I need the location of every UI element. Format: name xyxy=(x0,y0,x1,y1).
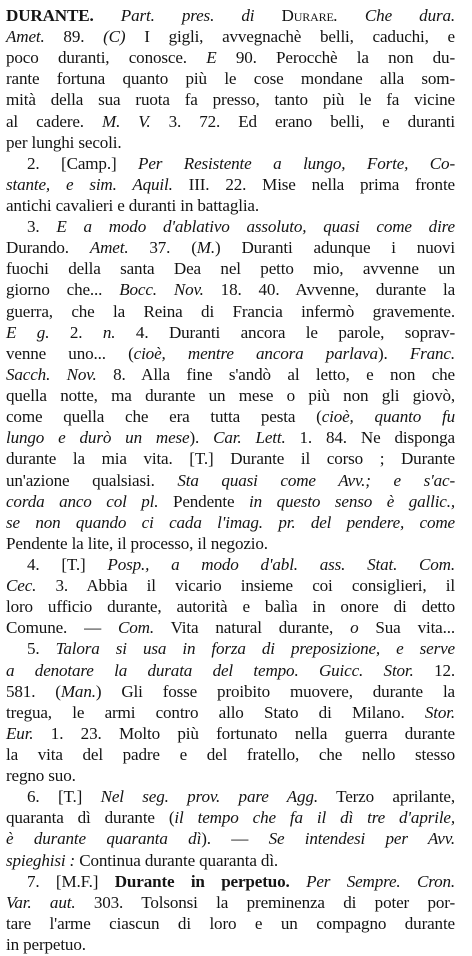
entry-line xyxy=(6,490,455,513)
entry-line xyxy=(6,46,455,69)
text: Sua vita... xyxy=(358,618,455,637)
text xyxy=(94,6,121,25)
entry-line xyxy=(6,173,455,196)
entry-line xyxy=(6,532,455,555)
text: Pendente la lite, il processo, il negozio. xyxy=(6,534,268,553)
text: 7. [M.F.] xyxy=(27,872,115,891)
italic-text: . Che dura. xyxy=(333,6,455,25)
italic-text: Sacch. Nov. xyxy=(6,365,97,384)
text: Terzo aprilante, xyxy=(317,787,455,806)
text: come quella che era tutta pesta ( xyxy=(6,407,322,426)
text xyxy=(290,872,306,891)
italic-text: Man. xyxy=(60,682,96,701)
entry-line xyxy=(6,363,455,386)
italic-text: n. xyxy=(102,323,116,342)
entry-line xyxy=(6,300,455,323)
italic-text: stante, e sim. Aquil. xyxy=(6,175,173,194)
text: ). xyxy=(377,344,410,363)
entry-line xyxy=(6,743,455,766)
text: quaranta dì durante ( xyxy=(6,808,175,827)
entry-line xyxy=(27,152,455,175)
entry-line xyxy=(6,912,455,935)
entry-line xyxy=(6,806,455,829)
text: loro ufficio durante, autorità e balìa in onore di detto xyxy=(6,597,455,616)
text: tregua, le armi contro allo Stato di Milano. xyxy=(6,703,425,722)
italic-text: M. xyxy=(196,238,215,257)
text: I gigli, avvegnachè belli, caduchi, e xyxy=(125,27,455,46)
italic-text: in questo senso è gallic., xyxy=(249,492,455,511)
text: 4. Duranti ancora le parole, soprav- xyxy=(115,323,455,342)
entry-line xyxy=(6,659,455,682)
italic-text: a denotare la durata del tempo. Guicc. Stor. xyxy=(6,661,414,680)
text: rante fortuna quanto più le cose mondane alla som- xyxy=(6,69,455,88)
text: regno suo. xyxy=(6,766,76,785)
text: 3. Abbia il vicario insieme coi consiglieri, il xyxy=(36,576,455,595)
bold-text: DURANTE. xyxy=(6,6,94,25)
entry-line xyxy=(6,447,455,470)
italic-text: il tempo che fa il dì tre d'aprile, xyxy=(174,808,455,827)
italic-text: o xyxy=(350,618,359,637)
entry-line xyxy=(6,88,455,111)
italic-text: spieghisi : xyxy=(6,851,76,870)
entry-line xyxy=(6,426,455,449)
text: ) Duranti adunque i nuovi xyxy=(214,238,455,257)
text: la vita del padre e del fratello, che nello stesso xyxy=(6,745,455,764)
text: poco duranti, conosce. xyxy=(6,48,207,67)
italic-text: cioè, quanto fu xyxy=(321,407,455,426)
italic-text: E g. xyxy=(6,323,50,342)
entry-line xyxy=(27,215,455,238)
italic-text: Se intendesi per Avv. xyxy=(268,829,455,848)
text: 5. xyxy=(27,639,56,658)
text: mità della sua ruota fa presso, tanto più le fa vicine xyxy=(6,90,455,109)
entry-line xyxy=(6,194,455,217)
text: 1. 23. Molto più fortunato nella guerra durante xyxy=(33,724,455,743)
italic-text: E xyxy=(206,48,217,67)
italic-text: corda anco col pl. xyxy=(6,492,159,511)
text: 2. [Camp.] xyxy=(27,154,139,173)
entry-line xyxy=(6,616,455,639)
entry-line xyxy=(6,236,455,259)
italic-text: lungo e durò un mese xyxy=(6,428,190,447)
italic-text: M. V. xyxy=(102,112,151,131)
entry-line xyxy=(6,25,455,48)
italic-text: Posp., a modo d'abl. ass. Stat. Com. xyxy=(107,555,455,574)
text: 37. ( xyxy=(128,238,197,257)
text: durante la mia vita. [T.] Durante il corso ; Durante xyxy=(6,449,455,468)
text: 4. [T.] xyxy=(27,555,108,574)
text: ). xyxy=(189,428,214,447)
entry-line xyxy=(6,595,455,618)
text: antichi cavalieri e duranti in battaglia. xyxy=(6,196,259,215)
text: Vita natural durante, xyxy=(153,618,351,637)
italic-text: Com. xyxy=(118,618,154,637)
entry-line xyxy=(6,891,455,914)
text: tare l'arme ciascun di loro e un compagno durante xyxy=(6,914,455,933)
text: venne uno... ( xyxy=(6,344,134,363)
text: 8. Alla fine s'andò al letto, e non che xyxy=(96,365,455,384)
text: un'azione qualsiasi. xyxy=(6,471,178,490)
italic-text: Cec. xyxy=(6,576,37,595)
italic-text: Nel seg. prov. pare Agg. xyxy=(100,787,318,806)
text: Continua durante quaranta dì. xyxy=(75,851,279,870)
italic-text: Amet. xyxy=(89,238,129,257)
entry-line xyxy=(6,257,455,280)
italic-text: Bocc. Nov. xyxy=(119,280,204,299)
italic-text: Part. pres. di xyxy=(120,6,282,25)
entry-line xyxy=(6,701,455,724)
entry-line xyxy=(6,110,455,133)
entry-line xyxy=(6,321,455,344)
entry-line xyxy=(6,4,455,27)
text: ). — xyxy=(201,829,269,848)
entry-line xyxy=(6,849,455,872)
text: 1. 84. Ne disponga xyxy=(285,428,455,447)
italic-text: Franc. xyxy=(409,344,455,363)
entry-line xyxy=(6,574,455,597)
text: 18. 40. Avvenne, durante la xyxy=(203,280,456,299)
text: 89. xyxy=(44,27,104,46)
entry-line xyxy=(27,785,455,808)
entry-line xyxy=(6,131,455,154)
italic-text: cioè, mentre ancora parlava xyxy=(133,344,378,363)
text: quella notte, ma durante un mese o più non gli giovò, xyxy=(6,386,455,405)
italic-text: Per Resistente a lungo, Forte, Co- xyxy=(138,154,455,173)
entry-line xyxy=(6,342,455,365)
italic-text: E a modo d'ablativo assoluto, quasi come dire xyxy=(56,217,455,236)
text: in perpetuo. xyxy=(6,935,86,954)
entry-line xyxy=(6,384,455,407)
text: al cadere. xyxy=(6,112,103,131)
entry-line xyxy=(6,67,455,90)
text: 3. 72. Ed erano belli, e duranti xyxy=(150,112,455,131)
text: giorno che... xyxy=(6,280,120,299)
text: Pendente xyxy=(158,492,250,511)
entry-line xyxy=(27,553,455,576)
text: fuochi della santa Dea nel petto mio, avvenne un xyxy=(6,259,455,278)
text: 303. Tolsonsi la preminenza di poter por- xyxy=(75,893,455,912)
smallcaps-text: Durare xyxy=(281,6,334,25)
text: Durando. xyxy=(6,238,90,257)
italic-text: Talora si usa in forza di preposizione, e serve xyxy=(55,639,455,658)
text: guerra, che la Reina di Francia infermò gravemente. xyxy=(6,302,455,321)
text: III. 22. Mise nella prima fronte xyxy=(172,175,455,194)
italic-text: Sta quasi come Avv.; e s'ac- xyxy=(177,471,455,490)
text: 90. Perocchè la non du- xyxy=(216,48,455,67)
text: ) Gli fosse proibito muovere, durante la xyxy=(95,682,455,701)
italic-text: Var. aut. xyxy=(6,893,76,912)
entry-line xyxy=(6,933,455,956)
text: 581. ( xyxy=(6,682,61,701)
entry-line xyxy=(6,722,455,745)
entry-line xyxy=(6,827,455,850)
entry-line xyxy=(6,469,455,492)
text: 3. xyxy=(27,217,57,236)
italic-text: Stor. xyxy=(424,703,455,722)
text: 6. [T.] xyxy=(27,787,101,806)
italic-text: (C) xyxy=(103,27,126,46)
entry-line xyxy=(6,764,455,787)
bold-text: Durante in perpetuo. xyxy=(114,872,290,891)
entry-line xyxy=(6,278,455,301)
text: Comune. — xyxy=(6,618,119,637)
italic-text: Per Sempre. Cron. xyxy=(306,872,455,891)
italic-text: è durante quaranta dì xyxy=(6,829,202,848)
entry-line xyxy=(6,680,455,703)
italic-text: Amet. xyxy=(6,27,45,46)
entry-line xyxy=(27,637,455,660)
italic-text: se non quando ci cada l'imag. pr. del pendere, come xyxy=(6,513,455,532)
italic-text: Car. Lett. xyxy=(213,428,286,447)
text: 12. xyxy=(413,661,455,680)
text: per lunghi secoli. xyxy=(6,133,122,152)
italic-text: Eur. xyxy=(6,724,34,743)
entry-line xyxy=(6,511,455,534)
entry-line xyxy=(27,870,455,893)
text: 2. xyxy=(49,323,103,342)
entry-line xyxy=(6,405,455,428)
